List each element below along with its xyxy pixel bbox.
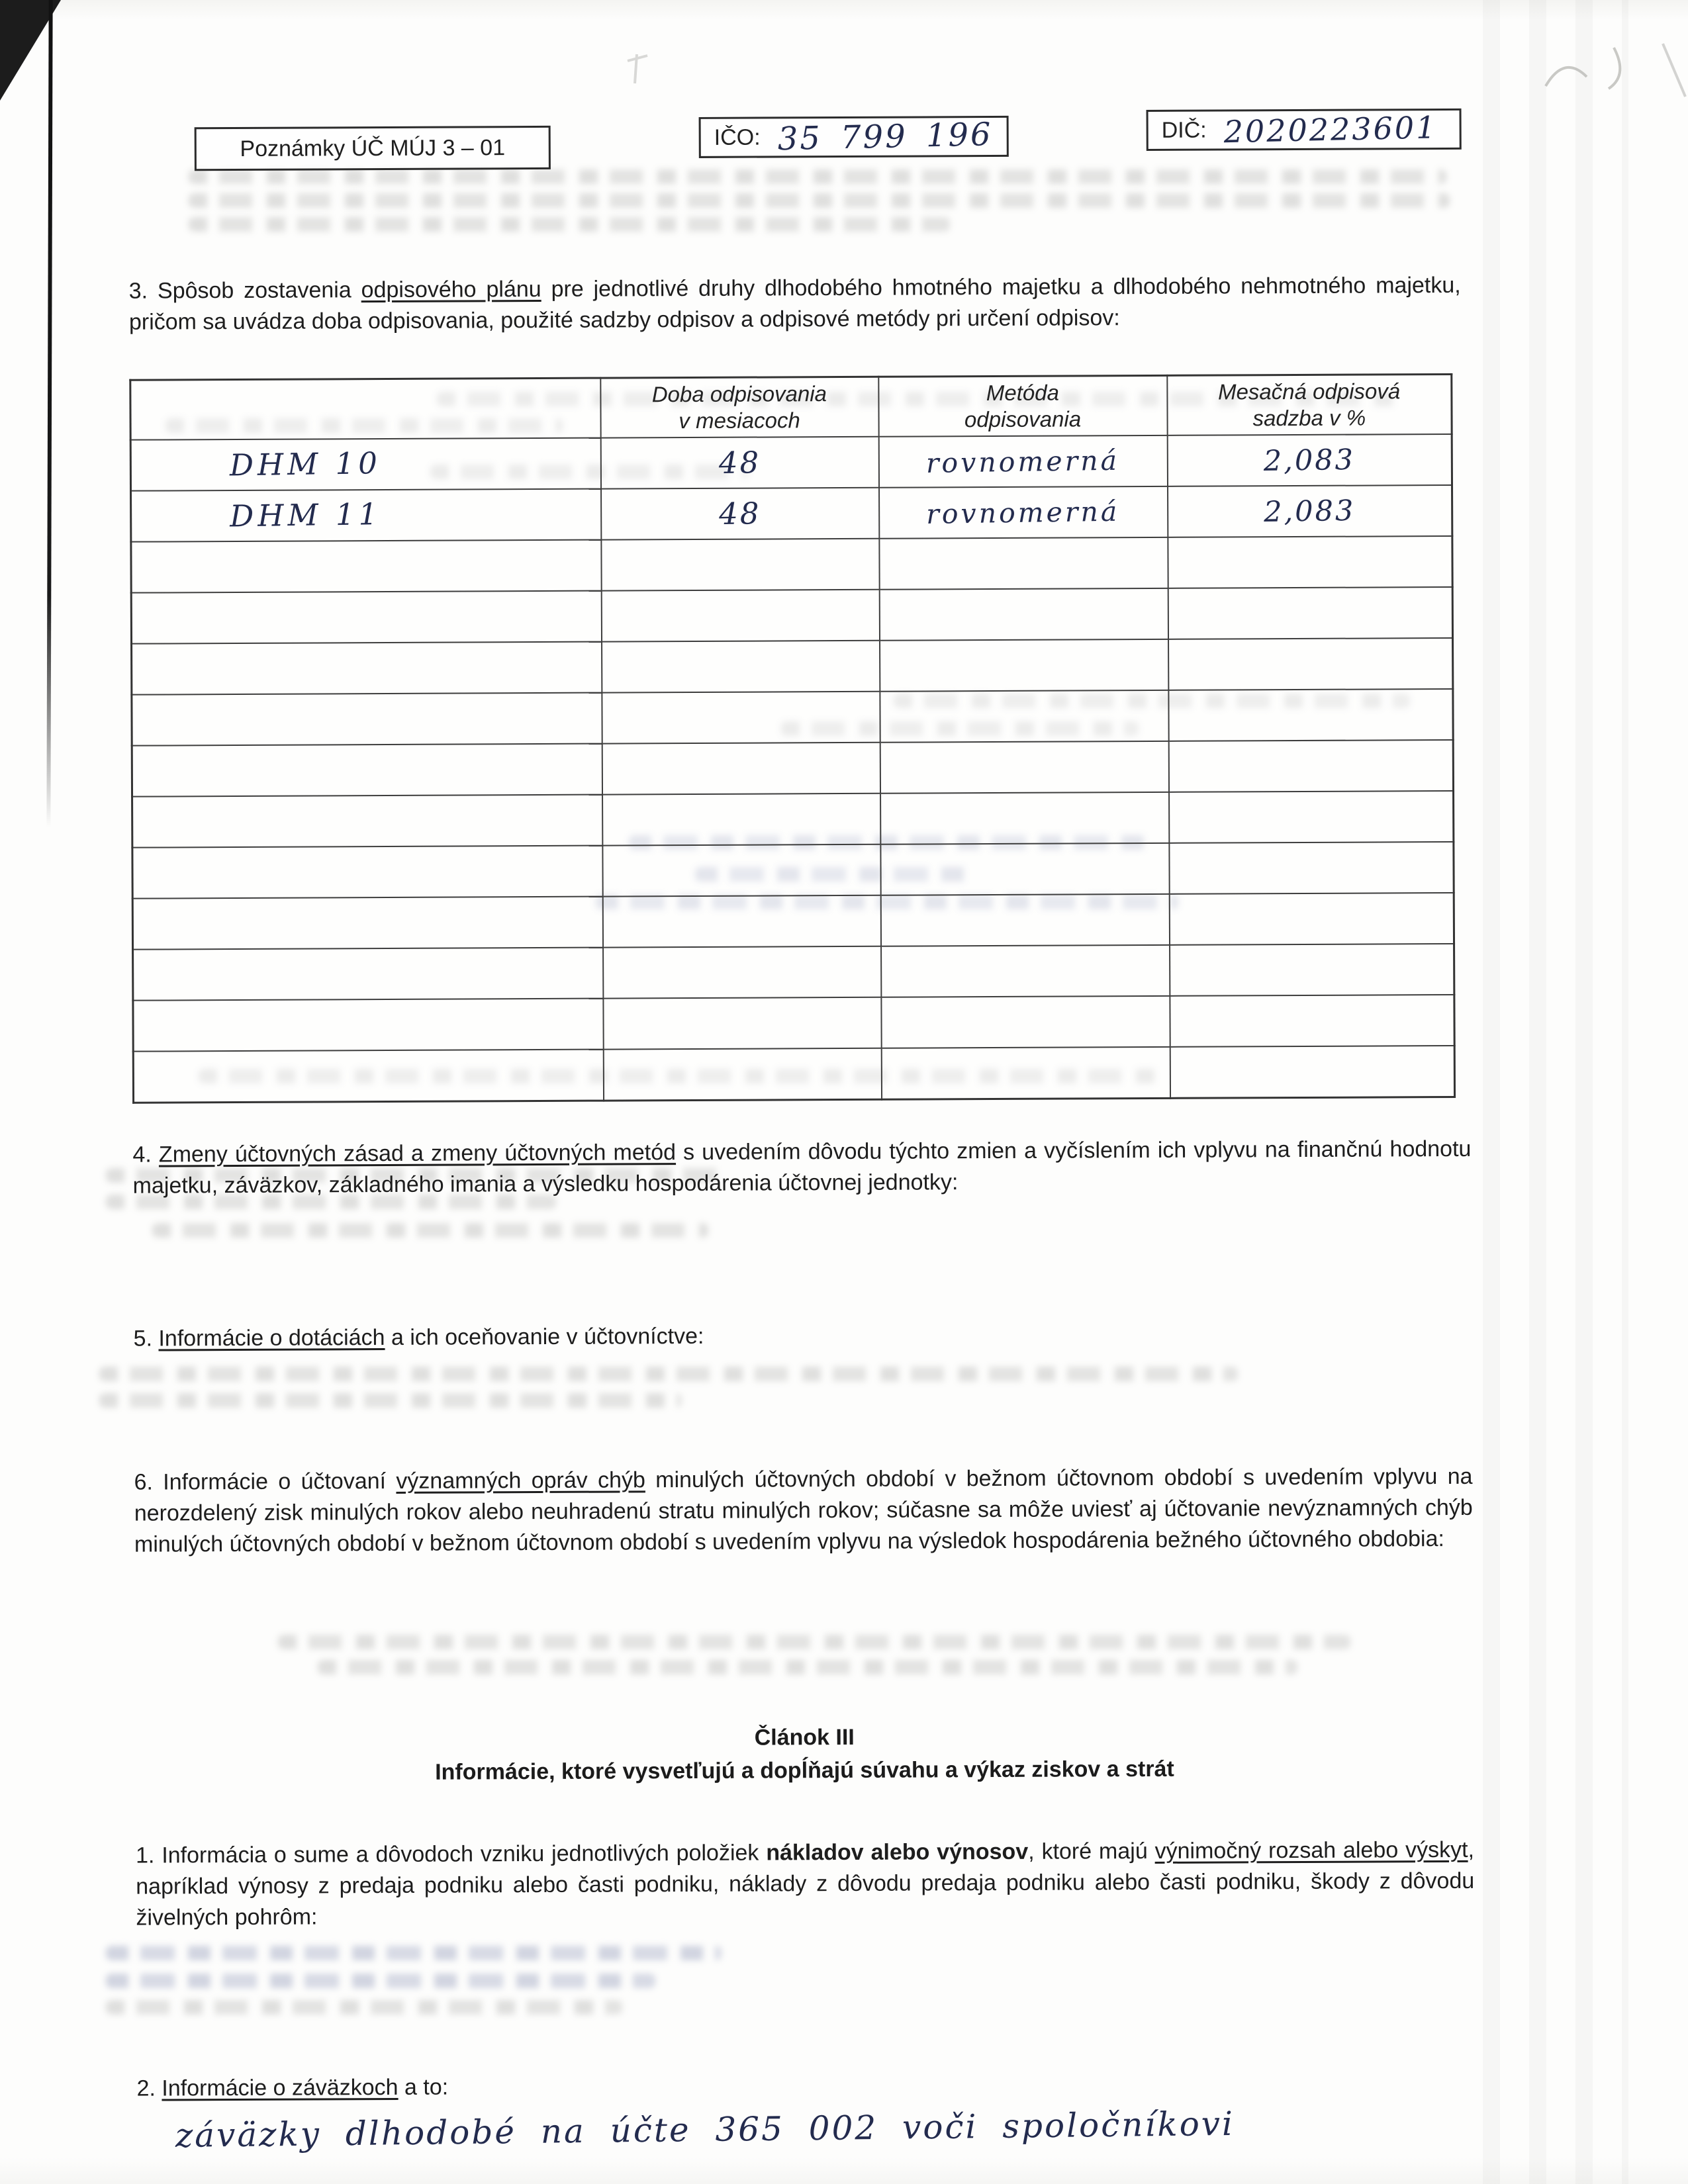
table-header-asset xyxy=(130,378,600,440)
handwritten-entry: rovnomerná xyxy=(925,444,1120,479)
table-cell xyxy=(131,540,601,593)
table-cell xyxy=(878,435,1167,488)
table-cell xyxy=(603,997,881,1050)
table-cell xyxy=(1168,485,1452,537)
article-3-heading xyxy=(135,1718,1474,1790)
table-row xyxy=(130,434,1452,491)
dic-handwritten-value: 2020223601 xyxy=(1223,109,1438,150)
table-cell xyxy=(602,692,880,744)
table-header-method: Metóda odpisovania xyxy=(878,375,1167,436)
table-cell xyxy=(132,744,602,797)
table-cell xyxy=(132,795,602,848)
handwritten-entry: DHM 11 xyxy=(229,496,382,534)
dic-label: DIČ: xyxy=(1161,117,1207,143)
table-cell xyxy=(879,588,1168,641)
ico-box xyxy=(699,116,1009,158)
table-cell xyxy=(879,537,1168,590)
table-cell xyxy=(1168,536,1452,588)
form-code-box xyxy=(195,126,551,171)
table-header-row xyxy=(130,374,1452,439)
handwritten-note: záväzky dlhodobé na účte 365 002 voči spoločníkovi xyxy=(175,2104,1235,2156)
table-cell xyxy=(881,1047,1170,1099)
depreciation-table xyxy=(129,373,1456,1104)
table-cell xyxy=(1168,740,1453,792)
section-3-text: 3. Spôsob zostavenia odpisového plánu pre jednotlivé druhy dlhodobého hmotného majetku a dlhodobého nehmotného majetku, pričom sa uvádza doba odpisovania, použité sadzby odpisov a odpisové metódy pri určení odpisov: xyxy=(128,272,1461,335)
ico-label: IČO: xyxy=(714,124,761,150)
article-3-title: Článok III xyxy=(754,1724,855,1751)
table-cell xyxy=(1168,638,1453,690)
table-cell xyxy=(600,437,878,489)
table-row xyxy=(132,791,1454,848)
table-row xyxy=(131,485,1452,542)
table-cell xyxy=(602,641,880,693)
table-cell xyxy=(130,438,600,491)
table-row xyxy=(133,1046,1454,1103)
table-cell xyxy=(131,489,601,542)
table-cell xyxy=(879,486,1168,539)
section-5-text: 5. Informácie o dotáciách a ich oceňovanie v účtovníctve: xyxy=(133,1323,704,1351)
section-6-text: 6. Informácie o účtovaní významných opráv chýb minulých účtovných období v bežnom účtovnom období s uvedením vplyvu na nerozdelený zisk minulých rokov alebo neuhradenú stratu minulých rokov; súčasne sa môže uviesť aj účtovanie nevýznamných chýb minulých účtovných období v bežnom účtovnom období s uvedením vplyvu na výsledok hospodárenia bežného účtovného obdobia: xyxy=(134,1463,1473,1557)
table-row xyxy=(131,536,1452,593)
section-4-text: 4. Zmeny účtovných zásad a zmeny účtovných metód s uvedením dôvodu týchto zmien a vyčíslením ich vplyvu na finančnú hodnotu majetku, záväzkov, základného imania a výsledku hospodárenia účtovnej jednotky: xyxy=(132,1136,1472,1199)
table-cell xyxy=(603,1048,881,1101)
table-cell xyxy=(881,945,1170,997)
handwritten-entry: 48 xyxy=(718,445,761,481)
table-cell xyxy=(1168,587,1452,639)
table-cell xyxy=(1170,1046,1454,1098)
table-cell xyxy=(133,999,603,1052)
table-cell xyxy=(1169,893,1454,945)
item-1-text: 1. Informácia o sume a dôvodoch vzniku jednotlivých položiek nákladov alebo výnosov, ktoré majú výnimočný rozsah alebo výskyt, napríklad výnosy z predaja podniku alebo časti podniku, náklady z dôvodu predaja podniku alebo časti podniku, škody z dôvodu živelných pohrôm: xyxy=(135,1837,1475,1931)
handwritten-entry: DHM 10 xyxy=(229,445,382,483)
handwritten-entry: 2,083 xyxy=(1264,494,1356,529)
table-cell xyxy=(1169,842,1454,894)
table-cell xyxy=(601,539,879,591)
table-cell xyxy=(132,693,602,746)
table-cell xyxy=(601,488,879,540)
table-row xyxy=(132,740,1453,797)
article-3-subtitle: Informácie, ktoré vysvetľujú a dopĺňajú súvahu a výkaz ziskov a strát xyxy=(435,1756,1174,1785)
table-cell xyxy=(132,897,602,950)
table-cell xyxy=(1170,944,1454,996)
table-cell xyxy=(880,741,1168,794)
table-cell xyxy=(1170,995,1454,1047)
table-cell xyxy=(602,743,880,795)
table-cell xyxy=(601,590,879,642)
table-cell xyxy=(132,846,602,899)
table-cell xyxy=(881,996,1170,1048)
table-header-period: Doba odpisovania v mesiacoch xyxy=(600,377,878,437)
table-cell xyxy=(880,690,1168,743)
handwritten-entry: 2,083 xyxy=(1263,443,1356,478)
table-cell xyxy=(880,894,1169,946)
form-code-label: Poznámky ÚČ MÚJ 3 – 01 xyxy=(240,134,506,161)
table-cell xyxy=(1169,791,1454,843)
table-cell xyxy=(133,1050,603,1103)
table-cell xyxy=(880,843,1169,895)
table-row xyxy=(131,587,1452,644)
handwritten-entry: 48 xyxy=(718,496,761,532)
table-cell xyxy=(880,639,1168,692)
table-row xyxy=(132,893,1454,950)
dic-box xyxy=(1147,109,1462,151)
table-cell xyxy=(602,794,880,846)
table-row xyxy=(132,689,1453,746)
table-cell xyxy=(1167,434,1452,486)
table-row xyxy=(133,944,1454,1001)
table-row xyxy=(133,995,1454,1052)
ico-handwritten-value: 35 799 196 xyxy=(777,116,994,158)
table-cell xyxy=(131,591,601,644)
table-row xyxy=(132,842,1454,899)
table-header-rate: Mesačná odpisová sadzba v % xyxy=(1167,374,1452,435)
table-cell xyxy=(132,642,602,695)
table-cell xyxy=(880,792,1169,844)
table-cell xyxy=(133,948,603,1001)
handwritten-entry: rovnomerná xyxy=(926,495,1121,530)
item-2-text: 2. Informácie o záväzkoch a to: xyxy=(136,2074,449,2101)
table-cell xyxy=(602,844,880,897)
table-cell xyxy=(603,946,881,999)
table-cell xyxy=(602,895,880,948)
table-cell xyxy=(1168,689,1453,741)
table-row xyxy=(132,638,1453,695)
